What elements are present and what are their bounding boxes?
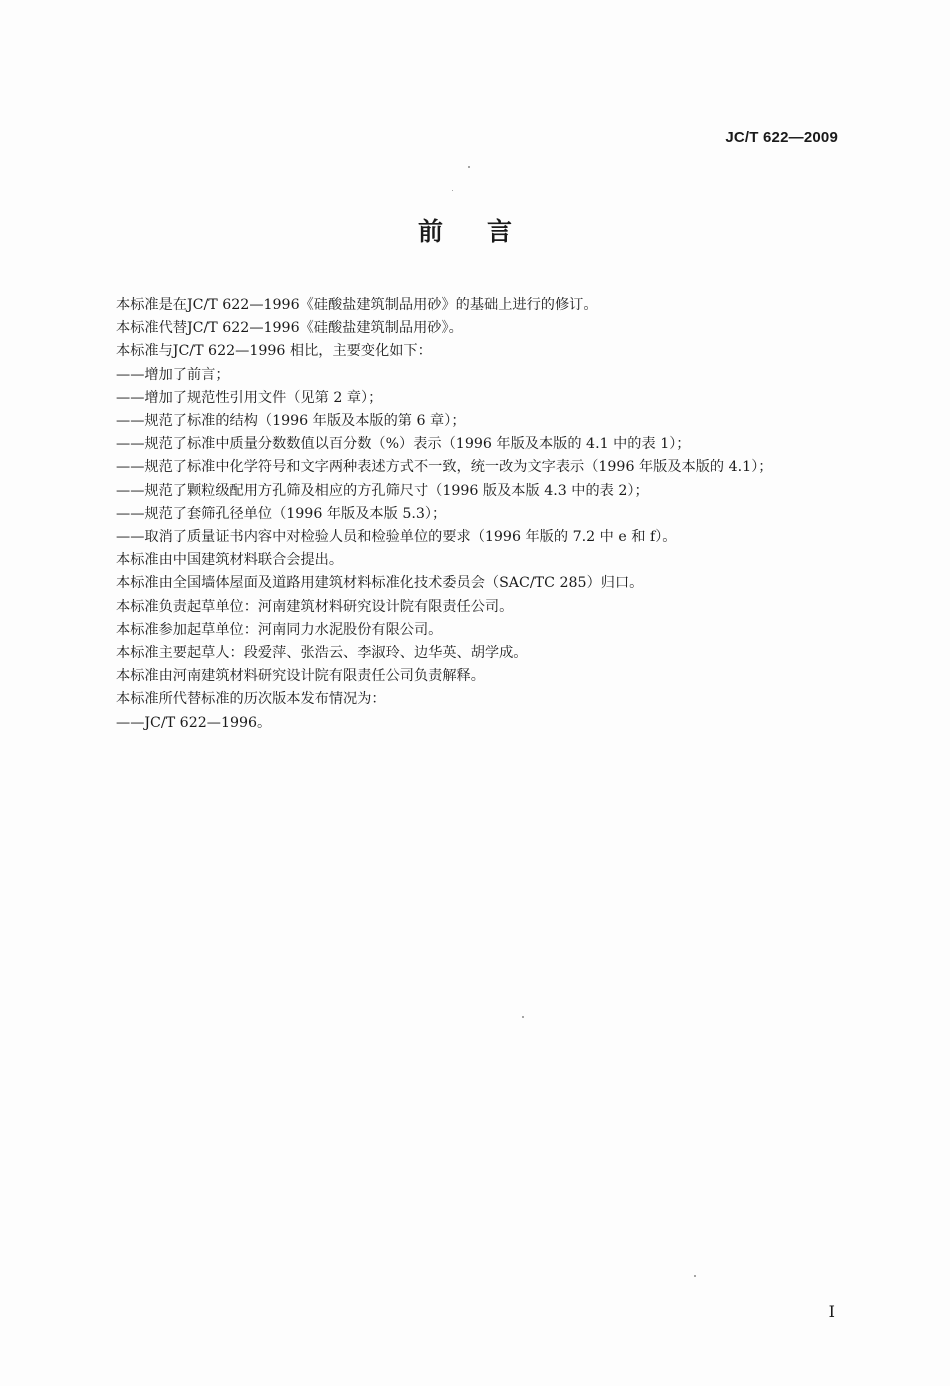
paragraph: 本标准负责起草单位：河南建筑材料研究设计院有限责任公司。 (116, 598, 514, 615)
page-title: 前言 (417, 217, 556, 246)
list-item: ——规范了标准中质量分数数值以百分数（%）表示（1996 年版及本版的 4.1 中的表 1）； (116, 436, 691, 453)
paragraph: 本标准是在JC/T 622—1996《硅酸盐建筑制品用砂》的基础上进行的修订。 (116, 297, 598, 313)
list-item: ——规范了套筛孔径单位（1996 年版及本版 5.3）； (116, 505, 447, 522)
list-item: ——增加了前言； (116, 366, 230, 383)
paragraph: 本标准由河南建筑材料研究设计院有限责任公司负责解释。 (116, 668, 485, 685)
paragraph: 本标准参加起草单位：河南同力水泥股份有限公司。 (116, 621, 443, 638)
scan-speck (694, 1275, 696, 1277)
list-item: ——取消了质量证书内容中对检验人员和检验单位的要求（1996 年版的 7.2 中 e 和 f）。 (116, 529, 677, 546)
paragraph: 本标准所代替标准的历次版本发布情况为： (116, 691, 386, 708)
foreword-body (80, 294, 845, 735)
page-number: I (828, 1302, 835, 1321)
paragraph: 本标准与JC/T 622—1996 相比，主要变化如下： (116, 343, 432, 360)
scan-speck (452, 190, 453, 191)
list-item: ——规范了颗粒级配用方孔筛及相应的方孔筛尺寸（1996 版及本版 4.3 中的表 2）； (116, 482, 649, 499)
list-item: ——增加了规范性引用文件（见第 2 章）； (116, 389, 383, 406)
paragraph: 本标准主要起草人：段爱萍、张浩云、李淑玲、边华英、胡学成。 (116, 645, 528, 662)
standard-code: JC/T 622—2009 (725, 129, 838, 146)
list-item: ——规范了标准中化学符号和文字两种表述方式不一致，统一改为文字表示（1996 年版及本版的 4.1）； (116, 459, 773, 476)
paragraph: 本标准由中国建筑材料联合会提出。 (116, 552, 344, 569)
scan-speck (468, 166, 470, 168)
paragraph: 本标准代替JC/T 622—1996《硅酸盐建筑制品用砂》。 (116, 320, 463, 337)
list-item: ——规范了标准的结构（1996 年版及本版的第 6 章）； (116, 413, 466, 430)
scan-speck (522, 1016, 524, 1018)
paragraph: 本标准由全国墙体屋面及道路用建筑材料标准化技术委员会（SAC/TC 285）归口。 (116, 575, 644, 592)
list-item: ——JC/T 622—1996。 (116, 714, 272, 731)
